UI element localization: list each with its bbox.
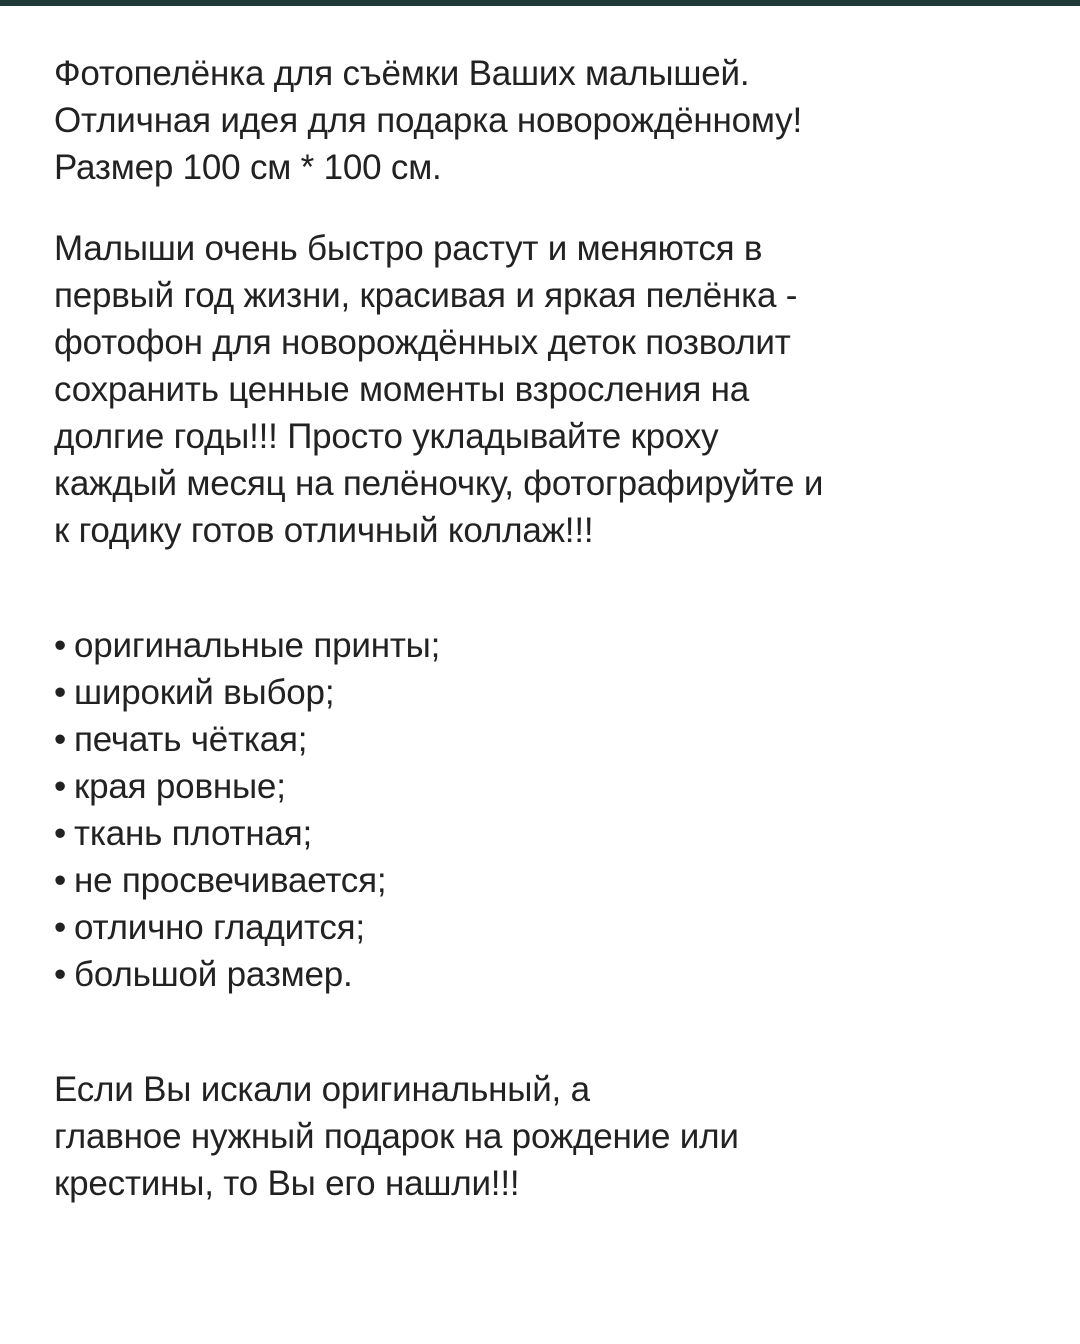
bullet-icon: • <box>54 673 67 712</box>
closing-line: Если Вы искали оригинальный, а <box>54 1070 590 1109</box>
bullet-icon: • <box>54 908 67 947</box>
feature-text: края ровные; <box>74 767 286 806</box>
list-item <box>54 857 1044 904</box>
post-text <box>54 50 1044 1207</box>
feature-text: не просвечивается; <box>74 861 387 900</box>
list-item <box>54 951 1044 998</box>
features-list <box>54 622 1044 998</box>
feature-text: широкий выбор; <box>74 673 335 712</box>
description-line: сохранить ценные моменты взросления на <box>54 370 749 409</box>
description-line: фотофон для новорождённых деток позволит <box>54 323 791 362</box>
intro-line: Фотопелёнка для съёмки Ваших малышей. <box>54 54 750 93</box>
description-paragraph <box>54 225 1044 554</box>
feature-text: печать чёткая; <box>74 720 308 759</box>
bullet-icon: • <box>54 955 67 994</box>
intro-line: Размер 100 см * 100 см. <box>54 148 442 187</box>
list-item <box>54 622 1044 669</box>
bullet-icon: • <box>54 814 67 853</box>
description-line: первый год жизни, красивая и яркая пелёнка - <box>54 276 798 315</box>
description-line: каждый месяц на пелёночку, фотографируйте и <box>54 464 824 503</box>
closing-line: главное нужный подарок на рождение или <box>54 1117 739 1156</box>
list-item <box>54 716 1044 763</box>
feature-text: ткань плотная; <box>74 814 313 853</box>
closing-paragraph <box>54 1066 1044 1207</box>
bullet-icon: • <box>54 767 67 806</box>
bullet-icon: • <box>54 861 67 900</box>
description-line: к годику готов отличный коллаж!!! <box>54 511 594 550</box>
list-item <box>54 763 1044 810</box>
description-line: Малыши очень быстро растут и меняются в <box>54 229 763 268</box>
bullet-icon: • <box>54 720 67 759</box>
closing-line: крестины, то Вы его нашли!!! <box>54 1164 520 1203</box>
feature-text: оригинальные принты; <box>74 626 441 665</box>
top-bar <box>0 0 1080 6</box>
intro-paragraph <box>54 50 1044 191</box>
intro-line: Отличная идея для подарка новорождённому! <box>54 101 802 140</box>
bullet-icon: • <box>54 626 67 665</box>
feature-text: отлично гладится; <box>74 908 365 947</box>
feature-text: большой размер. <box>74 955 353 994</box>
list-item <box>54 904 1044 951</box>
description-line: долгие годы!!! Просто укладывайте кроху <box>54 417 719 456</box>
list-item <box>54 669 1044 716</box>
list-item <box>54 810 1044 857</box>
